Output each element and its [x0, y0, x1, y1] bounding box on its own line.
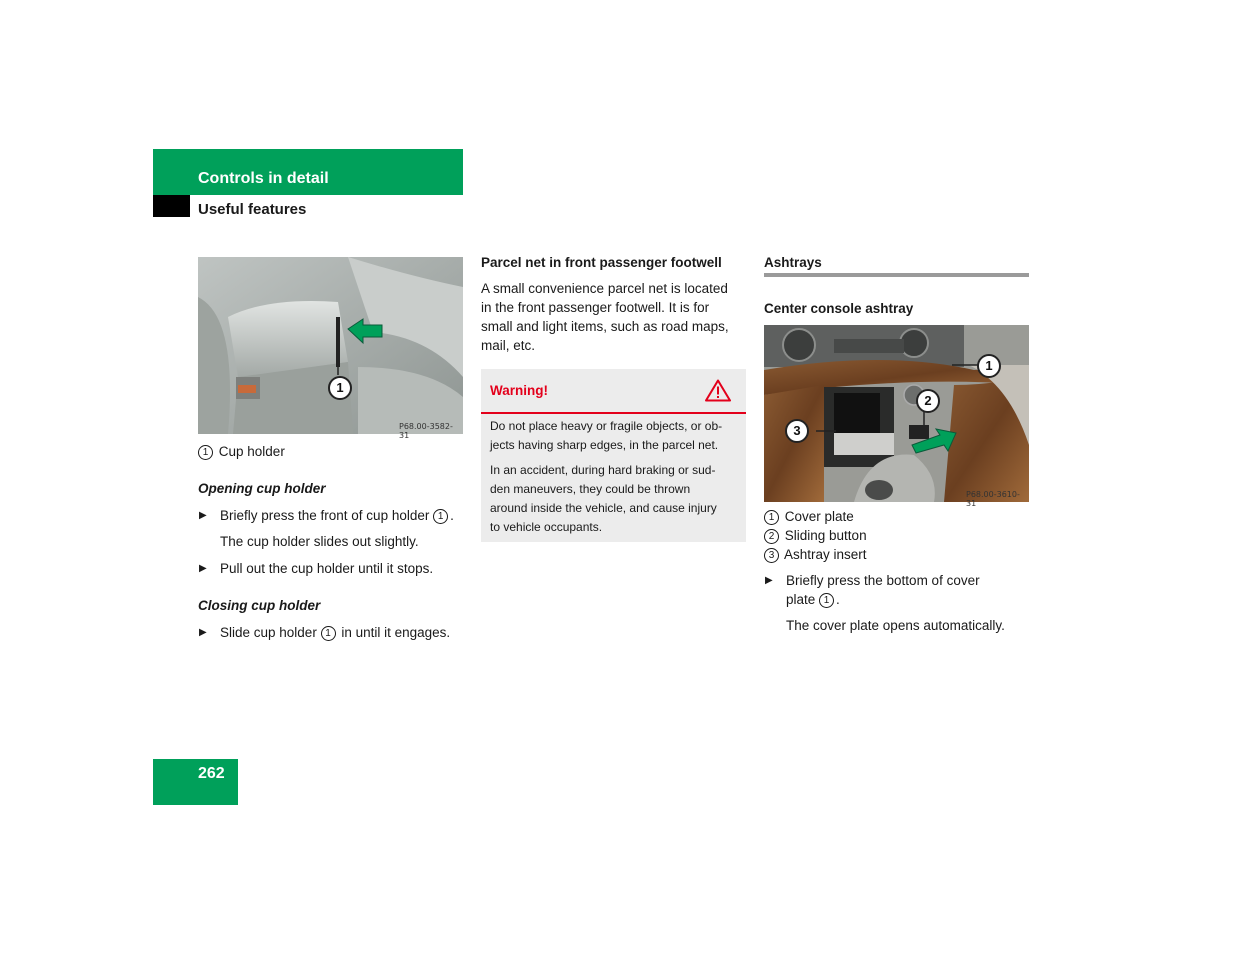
- image-code: P68.00-3582-31: [399, 422, 453, 440]
- opening-result: The cup holder slides out slightly.: [220, 534, 419, 549]
- legend-item: [198, 442, 285, 461]
- warning-box: [481, 369, 746, 542]
- ashtray-legend: [764, 507, 867, 564]
- legend-item: 3 Ashtray insert: [764, 545, 867, 564]
- opening-step-2: Pull out the cup holder until it stops.: [220, 561, 434, 576]
- callout-1: 1: [977, 354, 1001, 378]
- ashtray-result: The cover plate opens automatically.: [786, 618, 1005, 633]
- console-ashtray-heading: Center console ashtray: [764, 301, 914, 316]
- callout-2: 2: [916, 389, 940, 413]
- warning-header: [481, 369, 746, 414]
- section-title: Controls in detail: [198, 170, 329, 187]
- heading-rule: [764, 273, 1029, 277]
- opening-heading: Opening cup holder: [198, 481, 326, 496]
- opening-step-1: Briefly press the front of cup holder 1 .: [220, 508, 454, 523]
- warning-paragraph-2: In an accident, during hard braking or sud- den maneuvers, they could be thrown around inside the vehicle, and cause injury to vehicle occupants.: [490, 463, 717, 534]
- parcel-net-paragraph: A small convenience parcel net is located in the front passenger footwell. It is for small and light items, such as road maps, mail, etc.: [481, 281, 729, 353]
- legend-item: 1 Cover plate: [764, 507, 867, 526]
- section-tab-marker: [153, 195, 190, 217]
- legend-number: 1: [198, 445, 213, 460]
- warning-triangle-icon: [705, 379, 731, 402]
- cup-holder-photo: [198, 257, 463, 440]
- callout-1: 1: [328, 376, 352, 400]
- legend-item: 2 Sliding button: [764, 526, 867, 545]
- image-code: P68.00-3610-31: [966, 490, 1020, 508]
- subsection-title: Useful features: [198, 201, 307, 218]
- bullet-arrow-icon: ▶: [765, 575, 773, 586]
- warning-title: Warning!: [490, 383, 548, 398]
- closing-step: Slide cup holder 1 in until it engages.: [220, 625, 451, 640]
- bullet-arrow-icon: ▶: [199, 563, 207, 574]
- closing-heading: Closing cup holder: [198, 598, 321, 613]
- page-number-box: [153, 759, 238, 805]
- bullet-arrow-icon: ▶: [199, 627, 207, 638]
- ashtrays-heading: Ashtrays: [764, 255, 822, 270]
- legend-label: Cup holder: [218, 444, 285, 459]
- parcel-net-heading: Parcel net in front passenger footwell: [481, 255, 722, 270]
- ashtray-photo: [764, 325, 1029, 508]
- page-number: 262: [198, 765, 225, 782]
- ashtray-step: Briefly press the bottom of cover plate 1 .: [786, 573, 980, 607]
- bullet-arrow-icon: ▶: [199, 510, 207, 521]
- warning-paragraph-1: Do not place heavy or fragile objects, or ob- jects having sharp edges, in the parcel net.: [490, 419, 723, 452]
- callout-3: 3: [785, 419, 809, 443]
